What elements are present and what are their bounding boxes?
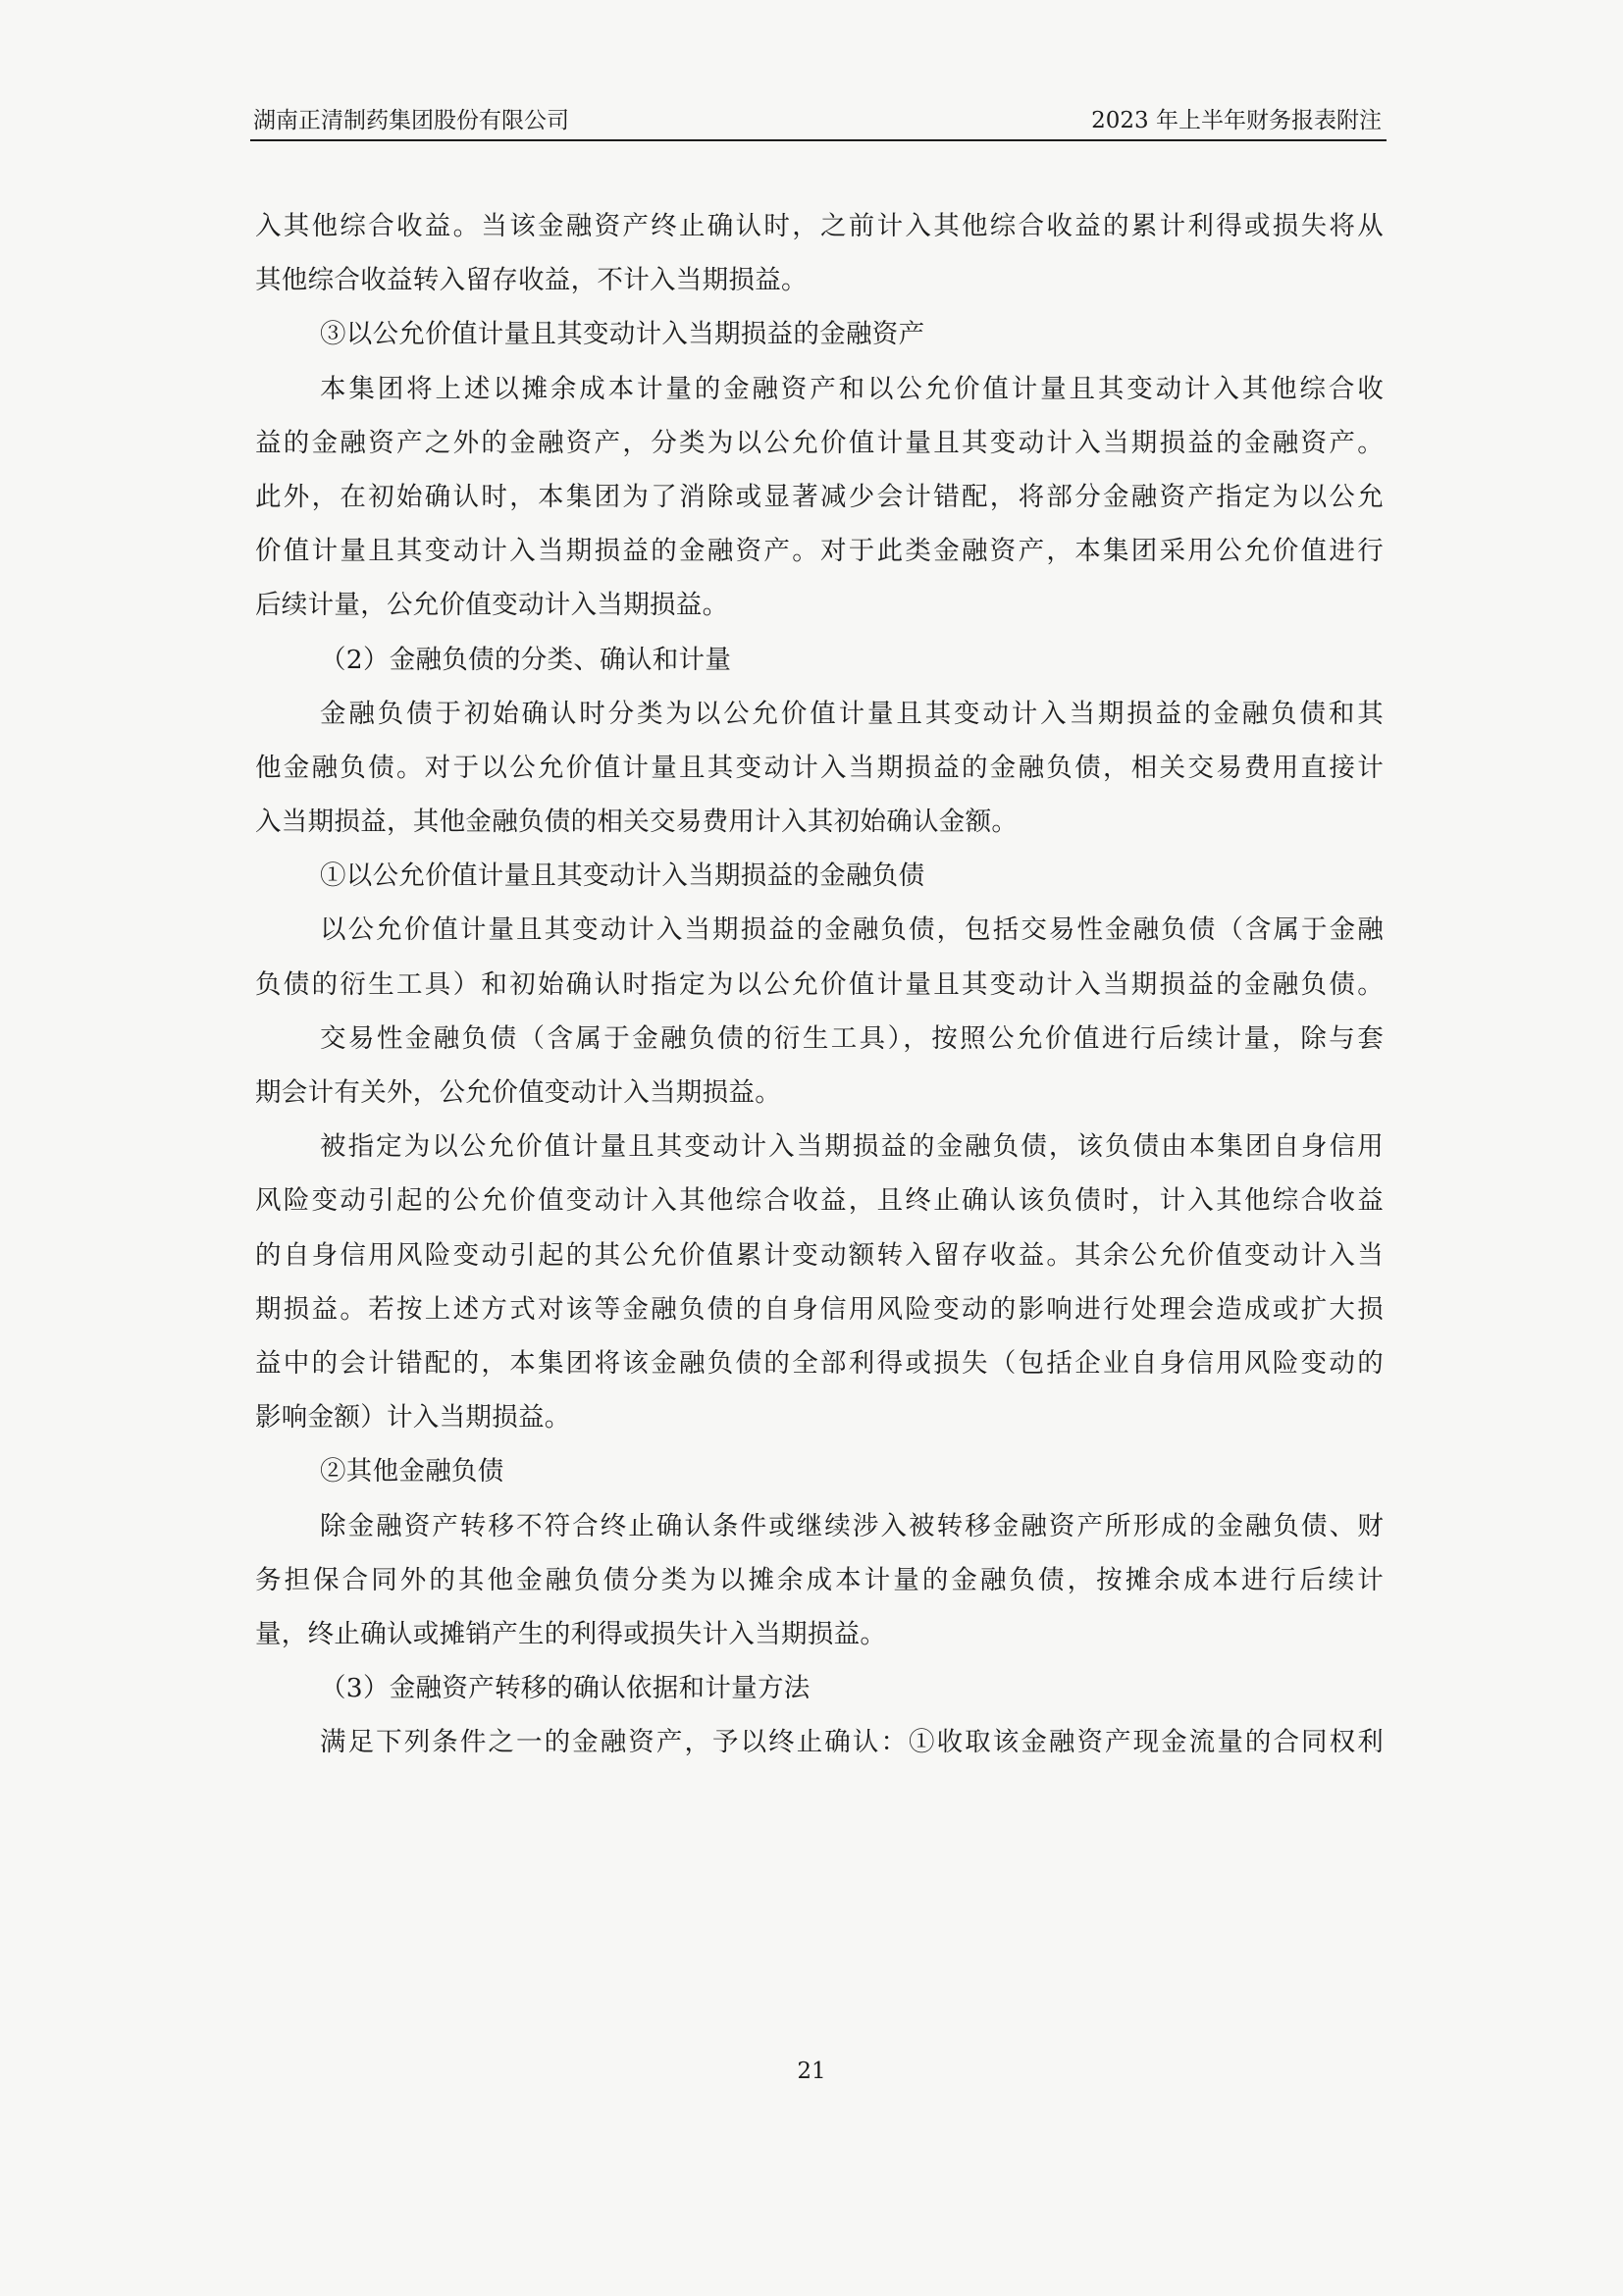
section-heading: （2）金融负债的分类、确认和计量 xyxy=(320,644,732,675)
text-line: 其他综合收益转入留存收益，不计入当期损益。 xyxy=(255,265,808,296)
text-line: 期损益。若按上述方式对该等金融负债的自身信用风险变动的影响进行处理会造成或扩大损 xyxy=(255,1293,1384,1325)
subsection-heading: ①以公允价值计量且其变动计入当期损益的金融负债 xyxy=(320,861,925,892)
text-line: 负债的衍生工具）和初始确认时指定为以公允价值计量且其变动计入当期损益的金融负债。 xyxy=(255,968,1384,1000)
text-line: 益中的会计错配的，本集团将该金融负债的全部利得或损失（包括企业自身信用风险变动的 xyxy=(255,1347,1384,1379)
text-line: 他金融负债。对于以公允价值计量且其变动计入当期损益的金融负债，相关交易费用直接计 xyxy=(255,752,1384,783)
text-line: 入其他综合收益。当该金融资产终止确认时，之前计入其他综合收益的累计利得或损失将从 xyxy=(255,211,1384,241)
text-line: 交易性金融负债（含属于金融负债的衍生工具），按照公允价值进行后续计量，除与套 xyxy=(320,1022,1384,1054)
text-line: 除金融资产转移不符合终止确认条件或继续涉入被转移金融资产所形成的金融负债、财 xyxy=(320,1510,1384,1541)
text-line: 金融负债于初始确认时分类为以公允价值计量且其变动计入当期损益的金融负债和其 xyxy=(320,698,1384,729)
text-line: 务担保合同外的其他金融负债分类为以摊余成本计量的金融负债，按摊余成本进行后续计 xyxy=(255,1564,1384,1595)
page-header xyxy=(253,101,1382,140)
body-text xyxy=(255,199,1384,1769)
text-line: 益的金融资产之外的金融资产，分类为以公允价值计量且其变动计入当期损益的金融资产。 xyxy=(255,427,1384,458)
text-line: 此外，在初始确认时，本集团为了消除或显著减少会计错配，将部分金融资产指定为以公允 xyxy=(255,481,1384,512)
text-line: 本集团将上述以摊余成本计量的金融资产和以公允价值计量且其变动计入其他综合收 xyxy=(320,373,1384,404)
text-line: 影响金额）计入当期损益。 xyxy=(255,1402,571,1434)
text-line: 风险变动引起的公允价值变动计入其他综合收益，且终止确认该负债时，计入其他综合收益 xyxy=(255,1185,1384,1217)
page-number: 21 xyxy=(797,2059,826,2084)
text-line: 价值计量且其变动计入当期损益的金融资产。对于此类金融资产，本集团采用公允价值进行 xyxy=(255,536,1384,567)
text-line: 期会计有关外，公允价值变动计入当期损益。 xyxy=(255,1077,781,1108)
subsection-heading: ②其他金融负债 xyxy=(320,1456,504,1487)
text-line: 量，终止确认或摊销产生的利得或损失计入当期损益。 xyxy=(255,1618,887,1649)
text-line: 以公允价值计量且其变动计入当期损益的金融负债，包括交易性金融负债（含属于金融 xyxy=(320,914,1384,946)
text-line: 的自身信用风险变动引起的其公允价值累计变动额转入留存收益。其余公允价值变动计入当 xyxy=(255,1239,1384,1271)
text-line: 入当期损益，其他金融负债的相关交易费用计入其初始确认金额。 xyxy=(255,807,1019,838)
header-divider xyxy=(250,139,1387,141)
text-line: 后续计量，公允价值变动计入当期损益。 xyxy=(255,590,729,621)
report-title: 2023 年上半年财务报表附注 xyxy=(1091,108,1382,133)
subsection-heading: ③以公允价值计量且其变动计入当期损益的金融资产 xyxy=(320,319,925,350)
company-name: 湖南正清制药集团股份有限公司 xyxy=(253,108,569,133)
section-heading: （3）金融资产转移的确认依据和计量方法 xyxy=(320,1673,811,1704)
text-line: 被指定为以公允价值计量且其变动计入当期损益的金融负债，该负债由本集团自身信用 xyxy=(320,1131,1384,1163)
text-line: 满足下列条件之一的金融资产，予以终止确认：①收取该金融资产现金流量的合同权利 xyxy=(320,1727,1384,1758)
